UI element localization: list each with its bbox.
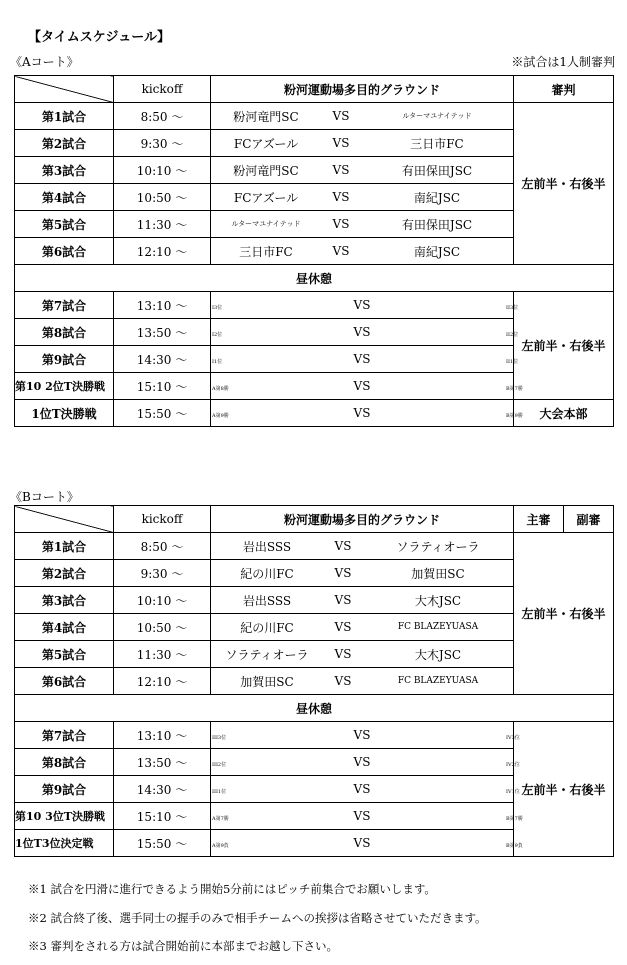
team-2: 三日市FC xyxy=(410,136,464,151)
kickoff-time: 15:50 ～ xyxy=(114,400,211,427)
slot-2: II2位 xyxy=(506,332,519,338)
referee-cell: 左前半・右後半 xyxy=(514,722,614,857)
matchup xyxy=(211,749,520,776)
matchup xyxy=(211,668,514,695)
team-1: 岩出SSS xyxy=(242,593,292,608)
team-1: FCアズール xyxy=(233,190,299,205)
match-label: 第1試合 xyxy=(15,103,114,130)
vs-label: VS xyxy=(353,298,371,312)
court-a-table xyxy=(14,75,614,427)
court-a-label: 《Aコート》 xyxy=(10,55,79,69)
vs-label: VS xyxy=(334,674,352,688)
kickoff-time: 14:30 ～ xyxy=(114,776,211,803)
team-2: 有田保田JSC xyxy=(401,163,473,178)
vs-label: VS xyxy=(334,593,352,607)
kickoff-time: 13:10 ～ xyxy=(114,722,211,749)
match-label: 1位T3位決定戦 xyxy=(15,830,114,857)
match-label: 第10 3位T決勝戦 xyxy=(15,803,114,830)
vs-label: VS xyxy=(334,620,352,634)
referee-cell: 左前半・右後半 xyxy=(514,103,614,265)
slot-1: III3位 xyxy=(212,735,227,741)
footnote-1: ※1 試合を円滑に進行できるよう開始5分前にはピッチ前集合でお願いします。 xyxy=(28,882,436,896)
matchup xyxy=(211,641,514,668)
matchup xyxy=(211,373,523,400)
match-label: 第7試合 xyxy=(15,722,114,749)
vs-label: VS xyxy=(353,325,371,339)
footnote-3: ※3 審判をされる方は試合開始前に本部までお越し下さい。 xyxy=(28,939,338,953)
team-2: ソラティオーラ xyxy=(396,539,480,554)
slot-1: I1位 xyxy=(212,359,223,365)
team-1: 岩出SSS xyxy=(242,539,292,554)
matchup xyxy=(211,722,520,749)
matchup xyxy=(211,319,519,346)
vs-label: VS xyxy=(334,647,352,661)
match-label: 1位T決勝戦 xyxy=(15,400,114,427)
kickoff-time: 12:10 ～ xyxy=(114,668,211,695)
table-header-row xyxy=(15,506,614,533)
slot-2: B第9負 xyxy=(506,843,523,849)
vs-label: VS xyxy=(353,379,371,393)
team-1: 加賀田SC xyxy=(240,674,294,689)
kickoff-time: 8:50 ～ xyxy=(114,103,211,130)
slot-1: A第8勝 xyxy=(212,386,229,392)
match-label: 第6試合 xyxy=(15,238,114,265)
match-label: 第9試合 xyxy=(15,346,114,373)
matchup xyxy=(211,400,523,427)
referee-cell: 大会本部 xyxy=(514,400,614,427)
header-referee: 審判 xyxy=(514,76,614,103)
vs-label: VS xyxy=(353,755,371,769)
team-1: ルターマユナイテッド xyxy=(231,220,301,228)
match-label: 第3試合 xyxy=(15,587,114,614)
matchup xyxy=(211,157,514,184)
slot-1: I3位 xyxy=(212,305,223,311)
slot-1: I2位 xyxy=(212,332,223,338)
header-kickoff: kickoff xyxy=(114,76,211,103)
team-2: 南紀JSC xyxy=(413,190,461,205)
kickoff-time: 13:50 ～ xyxy=(114,319,211,346)
vs-label: VS xyxy=(332,136,350,150)
vs-label: VS xyxy=(334,566,352,580)
referee-cell: 左前半・右後半 xyxy=(514,533,614,695)
kickoff-time: 10:10 ～ xyxy=(114,587,211,614)
vs-label: VS xyxy=(353,406,371,420)
header-sub-referee: 副審 xyxy=(564,506,614,533)
vs-label: VS xyxy=(334,539,352,553)
kickoff-time: 10:50 ～ xyxy=(114,614,211,641)
kickoff-time: 10:10 ～ xyxy=(114,157,211,184)
match-label: 第5試合 xyxy=(15,211,114,238)
match-label: 第7試合 xyxy=(15,292,114,319)
vs-label: VS xyxy=(353,782,371,796)
lunch-row xyxy=(15,695,614,722)
matchup xyxy=(211,103,514,130)
table-header-row xyxy=(15,76,614,103)
kickoff-time: 15:50 ～ xyxy=(114,830,211,857)
header-kickoff: kickoff xyxy=(114,506,211,533)
referee-note: ※試合は1人制審判 xyxy=(511,55,615,69)
match-label: 第2試合 xyxy=(15,560,114,587)
team-2: 大木JSC xyxy=(414,593,462,608)
slot-1: III1位 xyxy=(212,789,227,795)
lunch-break: 昼休憩 xyxy=(15,265,614,292)
table-row xyxy=(15,292,614,319)
table-row xyxy=(15,722,614,749)
matchup xyxy=(211,292,519,319)
slot-1: A第9負 xyxy=(212,843,229,849)
vs-label: VS xyxy=(353,809,371,823)
matchup xyxy=(211,346,519,373)
header-venue: 粉河運動場多目的グラウンド xyxy=(211,76,514,103)
slot-2: II1位 xyxy=(506,359,519,365)
table-row xyxy=(15,103,614,130)
court-b-table xyxy=(14,505,614,857)
match-label: 第2試合 xyxy=(15,130,114,157)
slot-2: IV2位 xyxy=(506,762,520,768)
vs-label: VS xyxy=(353,728,371,742)
table-row xyxy=(15,533,614,560)
slot-2: B第7勝 xyxy=(506,816,523,822)
match-label: 第4試合 xyxy=(15,184,114,211)
matchup xyxy=(211,130,514,157)
slot-2: II3位 xyxy=(506,305,519,311)
kickoff-time: 9:30 ～ xyxy=(114,560,211,587)
match-label: 第8試合 xyxy=(15,749,114,776)
matchup xyxy=(211,614,514,641)
header-corner xyxy=(15,506,114,533)
matchup xyxy=(211,238,514,265)
team-1: 三日市FC xyxy=(239,244,293,259)
match-label: 第10 2位T決勝戦 xyxy=(15,373,114,400)
court-b-label: 《Bコート》 xyxy=(10,490,79,504)
match-label: 第1試合 xyxy=(15,533,114,560)
kickoff-time: 12:10 ～ xyxy=(114,238,211,265)
match-label: 第6試合 xyxy=(15,668,114,695)
vs-label: VS xyxy=(353,836,371,850)
matchup xyxy=(211,211,514,238)
kickoff-time: 15:10 ～ xyxy=(114,803,211,830)
matchup xyxy=(211,560,514,587)
slot-2: IV3位 xyxy=(506,735,520,741)
team-1: 粉河竜門SC xyxy=(233,109,299,124)
slot-1: A第7勝 xyxy=(212,816,229,822)
team-2: 南紀JSC xyxy=(413,244,461,259)
matchup xyxy=(211,830,523,857)
matchup xyxy=(211,776,520,803)
matchup xyxy=(211,533,514,560)
team-1: 紀の川FC xyxy=(240,566,294,581)
lunch-row xyxy=(15,265,614,292)
referee-cell: 左前半・右後半 xyxy=(514,292,614,400)
footnote-2: ※2 試合終了後、選手同士の握手のみで相手チームへの挨拶は省略させていただきます。 xyxy=(28,911,487,925)
header-corner xyxy=(15,76,114,103)
vs-label: VS xyxy=(332,163,350,177)
kickoff-time: 9:30 ～ xyxy=(114,130,211,157)
team-1: 粉河竜門SC xyxy=(233,163,299,178)
vs-label: VS xyxy=(353,352,371,366)
slot-2: B第7勝 xyxy=(506,386,523,392)
vs-label: VS xyxy=(332,217,350,231)
team-1: 紀の川FC xyxy=(240,620,294,635)
team-2: 大木JSC xyxy=(414,647,462,662)
match-label: 第9試合 xyxy=(15,776,114,803)
match-label: 第5試合 xyxy=(15,641,114,668)
team-2: FC BLAZEYUASA xyxy=(397,622,479,632)
slot-2: IV1位 xyxy=(506,789,520,795)
page-title: 【タイムスケジュール】 xyxy=(28,30,170,45)
kickoff-time: 13:50 ～ xyxy=(114,749,211,776)
slot-2: B第9勝 xyxy=(506,413,523,419)
kickoff-time: 15:10 ～ xyxy=(114,373,211,400)
table-row xyxy=(15,400,614,427)
slot-1: A第9勝 xyxy=(212,413,229,419)
vs-label: VS xyxy=(332,244,350,258)
kickoff-time: 11:30 ～ xyxy=(114,211,211,238)
match-label: 第8試合 xyxy=(15,319,114,346)
kickoff-time: 10:50 ～ xyxy=(114,184,211,211)
lunch-break: 昼休憩 xyxy=(15,695,614,722)
match-label: 第3試合 xyxy=(15,157,114,184)
team-2: FC BLAZEYUASA xyxy=(397,676,479,686)
team-1: ソラティオーラ xyxy=(225,647,309,662)
team-1: FCアズール xyxy=(233,136,299,151)
vs-label: VS xyxy=(332,109,350,123)
matchup xyxy=(211,803,523,830)
vs-label: VS xyxy=(332,190,350,204)
header-venue: 粉河運動場多目的グラウンド xyxy=(211,506,514,533)
header-chief-referee: 主審 xyxy=(514,506,564,533)
kickoff-time: 8:50 ～ xyxy=(114,533,211,560)
team-2: 有田保田JSC xyxy=(401,217,473,232)
matchup xyxy=(211,587,514,614)
kickoff-time: 11:30 ～ xyxy=(114,641,211,668)
kickoff-time: 14:30 ～ xyxy=(114,346,211,373)
matchup xyxy=(211,184,514,211)
team-2: 加賀田SC xyxy=(411,566,465,581)
kickoff-time: 13:10 ～ xyxy=(114,292,211,319)
slot-1: III2位 xyxy=(212,762,227,768)
team-2: ルターマユナイテッド xyxy=(402,112,472,120)
match-label: 第4試合 xyxy=(15,614,114,641)
